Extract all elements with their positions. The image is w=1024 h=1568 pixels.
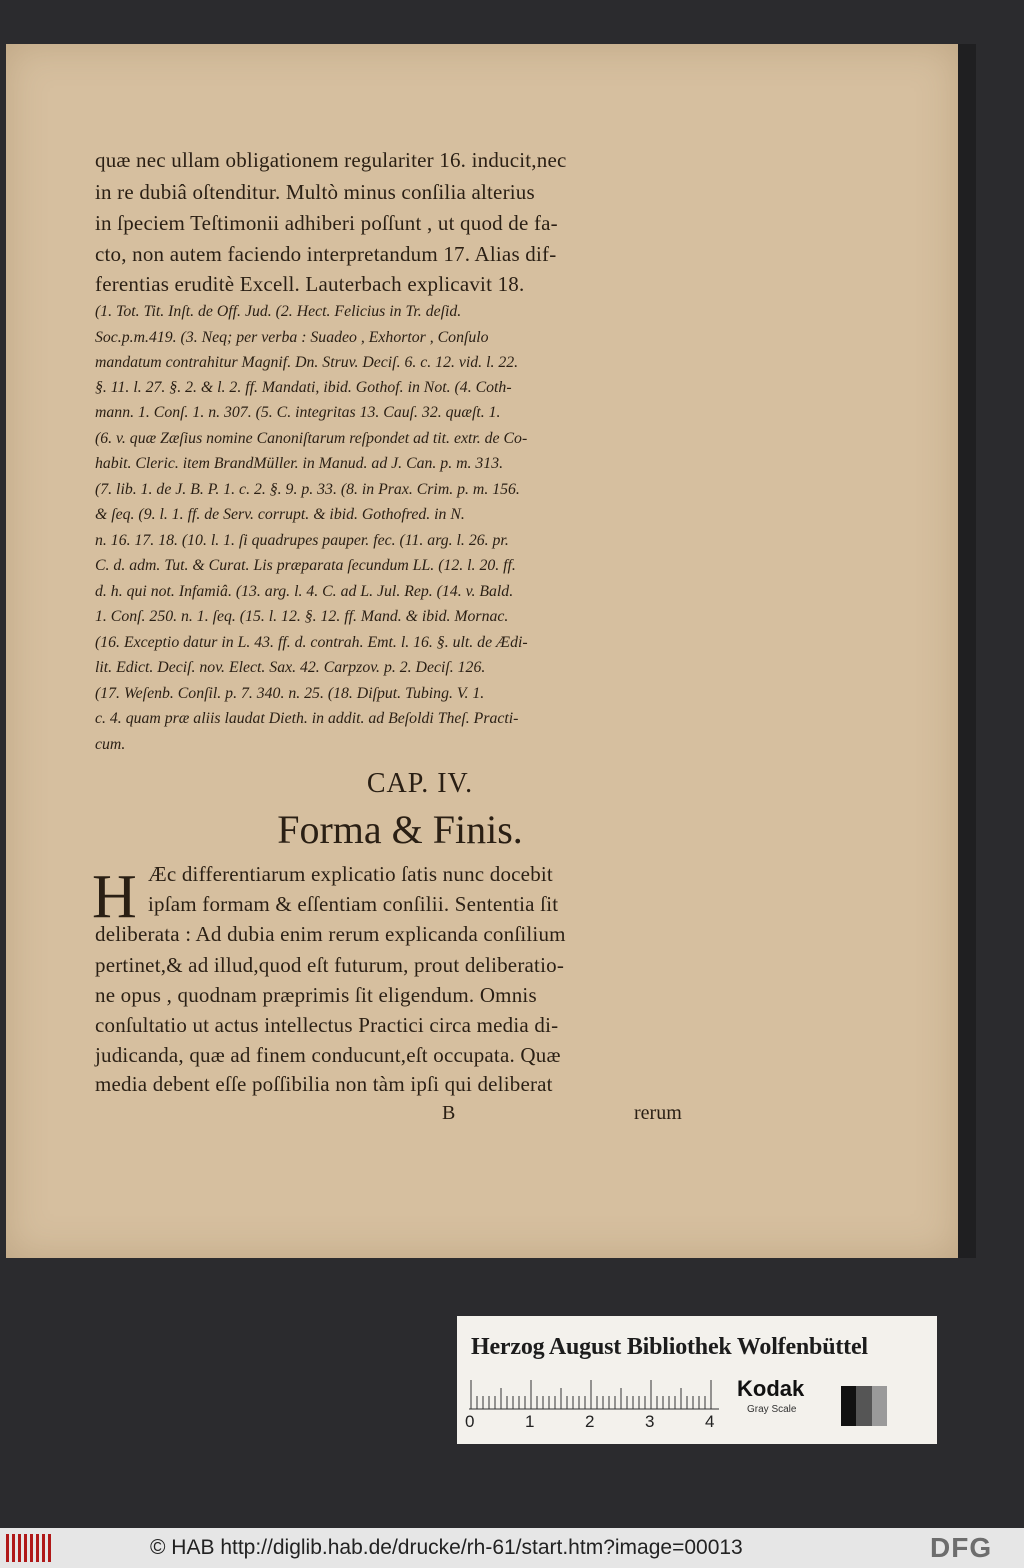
main-text-line: ferentias eruditè Excell. Lauterbach explicavit 18. bbox=[95, 272, 525, 296]
main-text-line: in re dubiâ oſtenditur. Multò minus conſilia alterius bbox=[95, 180, 535, 204]
section-text-line: ne opus , quodnam præprimis ſit eligendum. Omnis bbox=[95, 983, 537, 1007]
page-edge bbox=[958, 44, 976, 1258]
footnote-line: & ſeq. (9. l. 1. ff. de Serv. corrupt. & ibid. Gothofred. in N. bbox=[95, 506, 465, 523]
footnote-line: (17. Weſenb. Conſil. p. 7. 340. n. 25. (18. Diſput. Tubing. V. 1. bbox=[95, 685, 485, 702]
footnote-line: (1. Tot. Tit. Inſt. de Off. Jud. (2. Hect. Felicius in Tr. deſid. bbox=[95, 303, 462, 320]
section-text-line: pertinet,& ad illud,quod eſt futurum, prout deliberatio- bbox=[95, 953, 565, 977]
footnote-line: (7. lib. 1. de J. B. P. 1. c. 2. §. 9. p. 33. (8. in Prax. Crim. p. m. 156. bbox=[95, 481, 520, 498]
section-text-line: conſultatio ut actus intellectus Practici circa media di- bbox=[95, 1013, 559, 1037]
scale-ruler bbox=[469, 1376, 719, 1410]
ruler-number: 3 bbox=[645, 1412, 655, 1431]
footnote-line: (6. v. quæ Zæſius nomine Canoniſtarum reſpondet ad tit. extr. de Co- bbox=[95, 430, 528, 447]
ruler-number: 1 bbox=[525, 1412, 535, 1431]
signature-mark: B bbox=[442, 1102, 456, 1124]
footnote-line: cum. bbox=[95, 736, 126, 753]
kodak-logo: Kodak bbox=[737, 1376, 805, 1401]
library-card bbox=[457, 1316, 937, 1444]
footnote-line: 1. Conſ. 250. n. 1. ſeq. (15. l. 12. §. 12. ff. Mand. & ibid. Mornac. bbox=[95, 608, 509, 625]
section-text-line: judicanda, quæ ad finem conducunt,eſt occupata. Quæ bbox=[95, 1043, 561, 1067]
footnote-line: mann. 1. Conſ. 1. n. 307. (5. C. integritas 13. Cauſ. 32. quæſt. 1. bbox=[95, 404, 501, 421]
footnote-line: habit. Cleric. item BrandMüller. in Manud. ad J. Can. p. m. 313. bbox=[95, 455, 504, 472]
footnote-line: d. h. qui not. Infamiâ. (13. arg. l. 4. C. ad L. Jul. Rep. (14. v. Bald. bbox=[95, 583, 514, 600]
ruler-number: 4 bbox=[705, 1412, 715, 1431]
footnote-line: Soc.p.m.419. (3. Neq; per verba : Suadeo , Exhortor , Conſulo bbox=[95, 329, 489, 346]
ruler-number: 0 bbox=[465, 1412, 475, 1431]
footnote-line: (16. Exceptio datur in L. 43. ff. d. contrah. Emt. l. 16. §. ult. de Ædi- bbox=[95, 634, 528, 651]
section-text-line: ipſam formam & eſſentiam conſilii. Sententia ſit bbox=[148, 892, 559, 916]
footnote-line: lit. Edict. Deciſ. nov. Elect. Sax. 42. Carpzov. p. 2. Deciſ. 126. bbox=[95, 659, 486, 676]
main-text-line: quæ nec ullam obligationem regulariter 16. inducit,nec bbox=[95, 148, 567, 172]
gray-scale-patch bbox=[841, 1386, 887, 1426]
footnote-line: §. 11. l. 27. §. 2. & l. 2. ff. Mandati, ibid. Gothof. in Not. (4. Coth- bbox=[95, 379, 512, 396]
main-text-line: cto, non autem faciendo interpretandum 17. Alias dif- bbox=[95, 242, 557, 266]
hab-logo-icon bbox=[6, 1534, 51, 1562]
ruler-number: 2 bbox=[585, 1412, 595, 1431]
section-text-line: Æc differentiarum explicatio ſatis nunc docebit bbox=[148, 862, 553, 886]
dfg-logo: DFG bbox=[930, 1532, 993, 1563]
main-text-line: in ſpeciem Teſtimonii adhiberi poſſunt , ut quod de fa- bbox=[95, 211, 558, 235]
chapter-title: Forma & Finis. bbox=[277, 807, 523, 852]
library-name: Herzog August Bibliothek Wolfenbüttel bbox=[471, 1334, 868, 1360]
chapter-number: CAP. IV. bbox=[366, 768, 474, 799]
footer-bar bbox=[0, 1528, 1024, 1568]
footnote-line: mandatum contrahitur Magnif. Dn. Struv. Deciſ. 6. c. 12. vid. l. 22. bbox=[95, 354, 519, 371]
catchword: rerum bbox=[634, 1102, 682, 1124]
footnote-line: c. 4. quam præ aliis laudat Dieth. in addit. ad Beſoldi Theſ. Practi- bbox=[95, 710, 519, 727]
section-text-line: media debent eſſe poſſibilia non tàm ipſi qui deliberat bbox=[95, 1072, 553, 1096]
kodak-subtitle: Gray Scale bbox=[747, 1404, 797, 1415]
drop-cap: H bbox=[92, 863, 137, 931]
footnote-line: n. 16. 17. 18. (10. l. 1. ſi quadrupes pauper. fec. (11. arg. l. 26. pr. bbox=[95, 532, 509, 549]
footnote-line: C. d. adm. Tut. & Curat. Lis præparata ſecundum LL. (12. l. 20. ff. bbox=[95, 557, 516, 574]
section-text-line: deliberata : Ad dubia enim rerum explicanda conſilium bbox=[95, 922, 566, 946]
copyright-link[interactable]: © HAB http://diglib.hab.de/drucke/rh-61/start.htm?image=00013 bbox=[150, 1536, 743, 1559]
